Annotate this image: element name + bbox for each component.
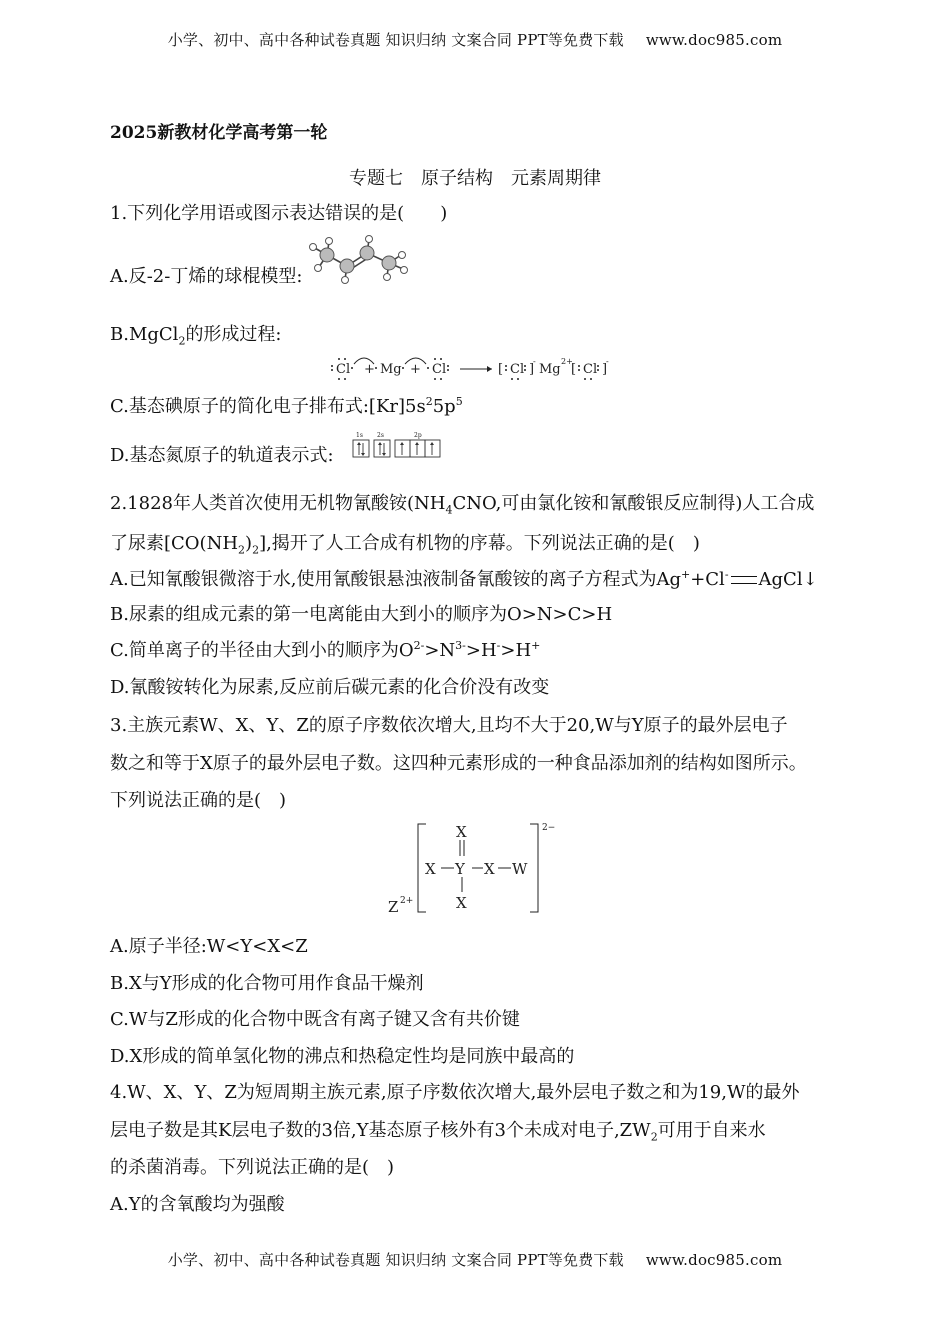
svg-text:Mg: Mg — [539, 362, 561, 377]
svg-text:[: [ — [571, 362, 577, 377]
x-atom-bottom: X — [456, 894, 467, 912]
mgcl2-formation-diagram — [328, 352, 628, 384]
svg-text:]: ] — [602, 362, 608, 377]
footer-site-link[interactable]: www.doc985.com — [645, 1251, 783, 1269]
w-atom: W — [512, 860, 528, 878]
footer-text: 小学、初中、高中各种试卷真题 知识归纳 文案合同 PPT等免费下载 — [167, 1251, 624, 1269]
header-text: 小学、初中、高中各种试卷真题 知识归纳 文案合同 PPT等免费下载 — [167, 31, 624, 49]
orbital-label-2s: 2s — [377, 432, 384, 439]
header-site-link[interactable]: www.doc985.com — [645, 31, 783, 49]
q4-option-a: A.Y的含氧酸均为强酸 — [110, 1194, 285, 1215]
equals-double-line — [731, 576, 757, 584]
q1-option-a: A.反-2-丁烯的球棍模型: — [110, 266, 303, 287]
svg-text:[: [ — [498, 362, 504, 377]
q1-option-d: D.基态氮原子的轨道表示式: — [110, 445, 334, 466]
butene-ball-stick-model — [305, 233, 415, 285]
q2-stem-line1: 2.1828年人类首次使用无机物氰酸铵($NH_4CNO$,可由氯化铵和氰酸银反应制得)人工合成 — [110, 493, 815, 517]
q3-stem-line3: 下列说法正确的是( ) — [110, 790, 287, 811]
q1-stem: 1.下列化学用语或图示表达错误的是( ) — [110, 203, 448, 224]
q1-option-b: B.MgCl$_2$的形成过程: — [110, 324, 282, 348]
food-additive-structure — [384, 818, 564, 918]
q2-option-c: C.简单离子的半径由大到小的顺序为$O^{2-}>N^{3-}>H^->H^+$ — [110, 639, 541, 661]
z-cation: Z — [388, 898, 399, 916]
x-atom-right: X — [484, 860, 495, 878]
y-atom-center: Y — [455, 860, 465, 878]
nitrogen-orbital-diagram — [350, 430, 446, 460]
svg-text:2+: 2+ — [561, 357, 573, 366]
q3-option-d: D.X形成的简单氢化物的沸点和热稳定性均是同族中最高的 — [110, 1046, 575, 1067]
x-atom-top: X — [456, 823, 467, 841]
z-charge: 2+ — [400, 896, 414, 906]
q4-stem-line1: 4.W、X、Y、Z为短周期主族元素,原子序数依次增大,最外层电子数之和为19,W的最外 — [110, 1082, 800, 1103]
q4-stem-line2: 层电子数是其K层电子数的3倍,Y基态原子核外有3个未成对电子$,ZW_2$可用于自来水 — [110, 1120, 766, 1144]
plus-symbol: + — [410, 362, 421, 377]
q2-stem-line2: 了尿素$[CO(NH_2)_2]$,揭开了人工合成有机物的序幕。下列说法正确的是( ) — [110, 533, 700, 557]
q3-option-c: C.W与Z形成的化合物中既含有离子键又含有共价键 — [110, 1009, 520, 1030]
q3-option-b: B.X与Y形成的化合物可用作食品干燥剂 — [110, 973, 424, 994]
orbital-label-2p: 2p — [414, 432, 422, 439]
svg-text:-: - — [533, 357, 536, 366]
mg-symbol: Mg — [380, 362, 402, 377]
q2-option-b: B.尿素的组成元素的第一电离能由大到小的顺序为O>N>C>H — [110, 604, 613, 625]
cl-symbol: Cl — [432, 362, 447, 377]
svg-text:-: - — [606, 357, 609, 366]
q4-stem-line3: 的杀菌消毒。下列说法正确的是( ) — [110, 1157, 395, 1178]
svg-text:Cl: Cl — [583, 362, 598, 377]
q2-option-a: A.已知氰酸银微溶于水,使用氰酸银悬浊液制备氰酸铵的离子方程式为Ag++Cl- AgCl↓ — [110, 568, 818, 590]
svg-text:]: ] — [529, 362, 535, 377]
svg-text:Cl: Cl — [510, 362, 525, 377]
q3-stem-line1: 3.主族元素W、X、Y、Z的原子序数依次增大,且均不大于20,W与Y原子的最外层电子 — [110, 715, 788, 736]
cl-symbol: Cl — [336, 362, 351, 377]
x-atom-left: X — [425, 860, 436, 878]
book-title: 2025新教材化学高考第一轮 — [110, 123, 328, 143]
q3-stem-line2: 数之和等于X原子的最外层电子数。这四种元素形成的一种食品添加剂的结构如图所示。 — [110, 753, 807, 774]
section-title: 专题七 原子结构 元素周期律 — [349, 168, 601, 189]
q3-option-a: A.原子半径:W<Y<X<Z — [110, 936, 308, 957]
page-footer — [0, 1249, 950, 1270]
q1-option-c: C.基态碘原子的简化电子排布式$:[Kr]5s^25p^5$ — [110, 395, 463, 417]
page-header — [0, 29, 950, 50]
orbital-label-1s: 1s — [356, 432, 363, 439]
q2-option-d: D.氰酸铵转化为尿素,反应前后碳元素的化合价没有改变 — [110, 677, 550, 698]
anion-charge: 2− — [542, 823, 556, 833]
plus-symbol: + — [364, 362, 375, 377]
